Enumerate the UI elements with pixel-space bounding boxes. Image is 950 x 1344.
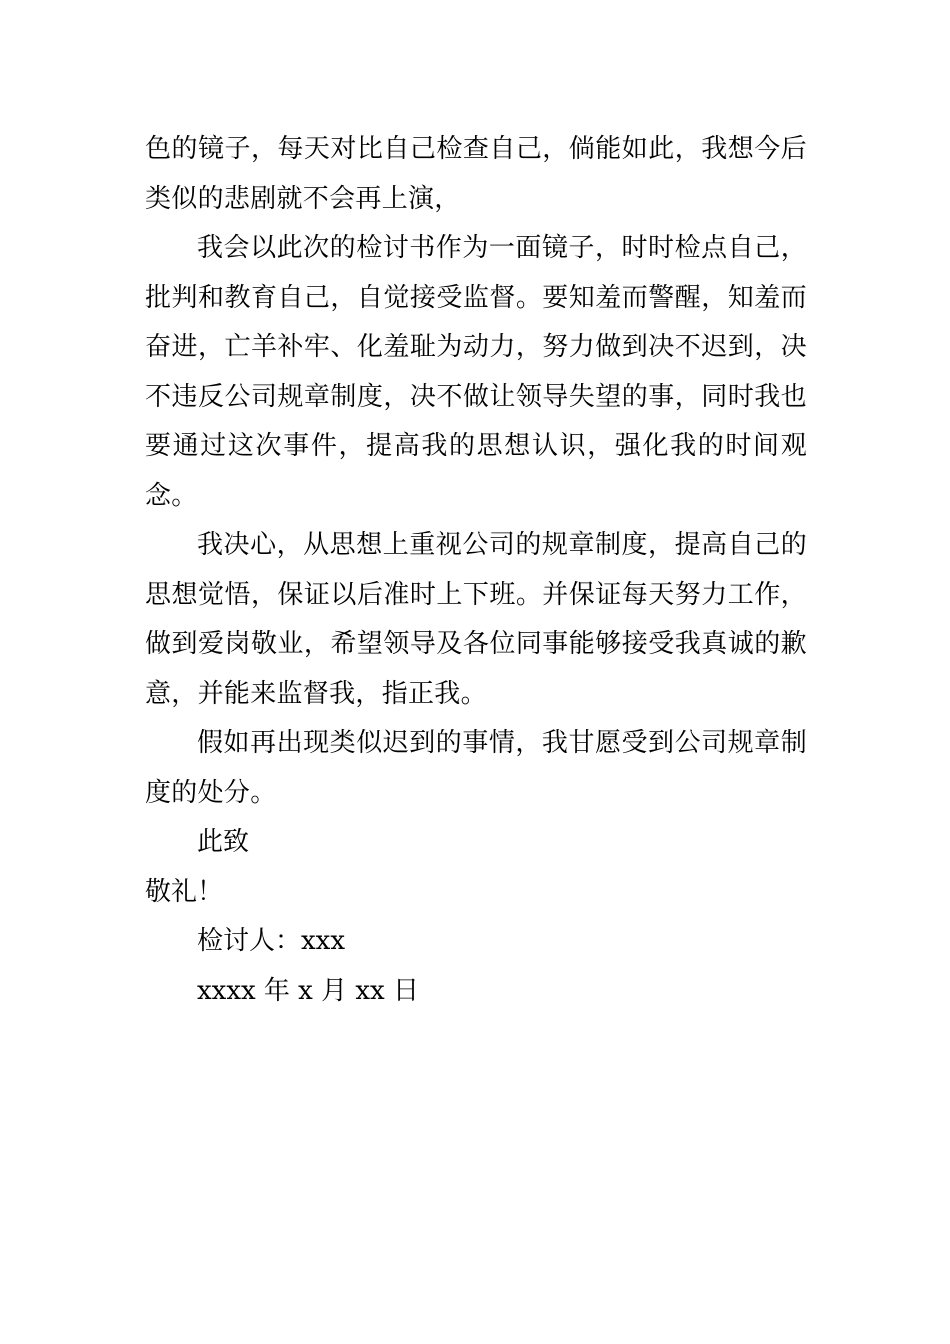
paragraph-resolution: 我决心，从思想上重视公司的规章制度，提高自己的思想觉悟，保证以后准时上下班。并保证每天努力工作，做到爱岗敬业，希望领导及各位同事能够接受我真诚的歉意，并能来监督我，指正我。 [145,530,807,709]
date-line: xxxx 年 x 月 xx 日 [197,975,419,1006]
paragraph-penalty: 假如再出现类似迟到的事情，我甘愿受到公司规章制度的处分。 [145,728,807,808]
letter-body [145,125,807,1016]
salutation: 敬礼！ [145,876,224,907]
closing-phrase: 此致 [197,827,250,857]
paragraph-self-check: 我会以此次的检讨书作为一面镜子，时时检点自己，批判和教育自己，自觉接受监督。要知羞而警醒，知羞而奋进，亡羊补牢、化羞耻为动力，努力做到决不迟到，决不违反公司规章制度，决不做让领导失望的事，同时我也要通过这次事件，提高我的思想认识，强化我的时间观念。 [145,233,807,511]
paragraph-continuation: 色的镜子，每天对比自己检查自己，倘能如此，我想今后类似的悲剧就不会再上演， [145,134,807,214]
signer: 检讨人：xxx [197,926,345,956]
